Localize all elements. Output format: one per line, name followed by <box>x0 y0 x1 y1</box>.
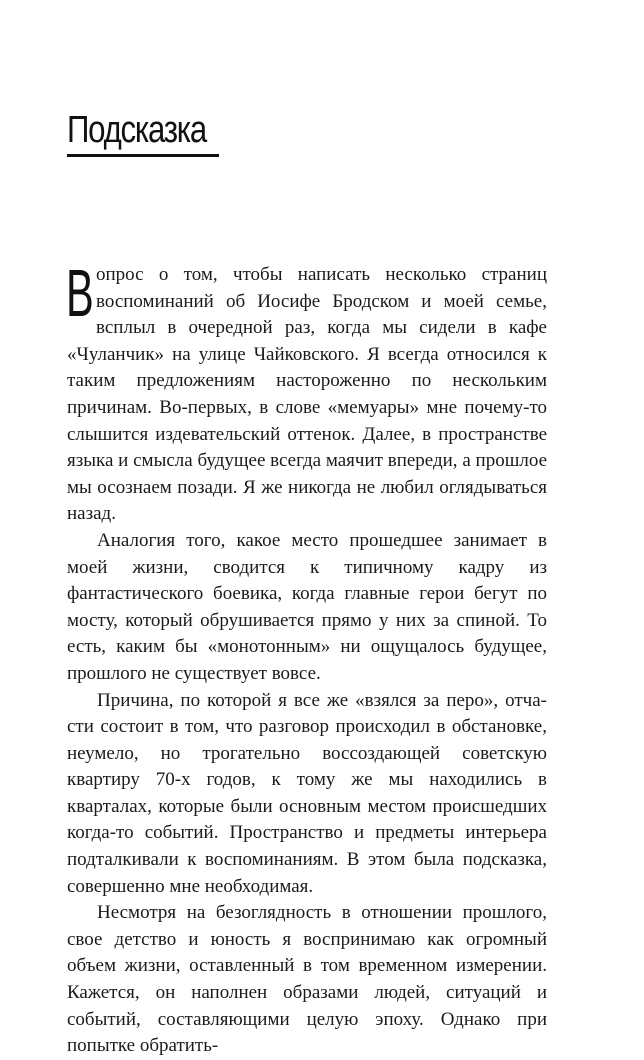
chapter-title: Подсказка <box>67 109 206 151</box>
paragraph-2: Аналогия того, какое место прошедшее занимает в моей жизни, сводится к типичному кадру из фантастического боевика, когда главные герои бегут по мосту, который обрушивается прямо у них за спиной. То есть, каким бы «монотонным» ни ощущалось будущее, прошлого не существует вовсе. <box>67 529 547 684</box>
drop-cap: В <box>66 256 94 331</box>
chapter-text <box>66 256 547 1060</box>
chapter-title-block <box>67 108 219 157</box>
paragraph-4: Несмотря на безоглядность в отношении прошлого, свое детство и юность я воспринимаю как огромный объем жизни, оставленный в том временном измерении. Кажется, он наполнен образами людей, ситуаций и событий, составляющими целую эпоху. Однако при попытке обратить- <box>67 902 547 1057</box>
paragraph-1-text: опрос о том, чтобы написать несколько страниц воспоминаний об Иосифе Бродском и моей семье, всплыл в очередной раз, когда мы сидели в кафе «Чуланчик» на улице Чайковского. Я всегда относился к таким предложениям настороженно по нескольким причинам. Во-первых, в слове «мемуары» мне почему-то слышится издевательский оттенок. Далее, в пространстве языка и смысла будущее всегда маячит впереди, а прошлое мы осознаем позади. Я же никогда не любил оглядываться назад. <box>67 264 547 525</box>
paragraph-1 <box>66 256 547 528</box>
paragraph-3: Причина, по которой я все же «взялся за перо», отчасти состоит в том, что разговор происходил в обстановке, неумело, но трогательно воссоздающей советскую квартиру 70-х годов, к тому же мы находились в кварталах, которые были основным местом происшедших когда-то событий. Пространство и предметы интерьера подталкивали к воспоминаниям. В этом была подсказка, совершенно мне необходимая. <box>67 689 547 897</box>
